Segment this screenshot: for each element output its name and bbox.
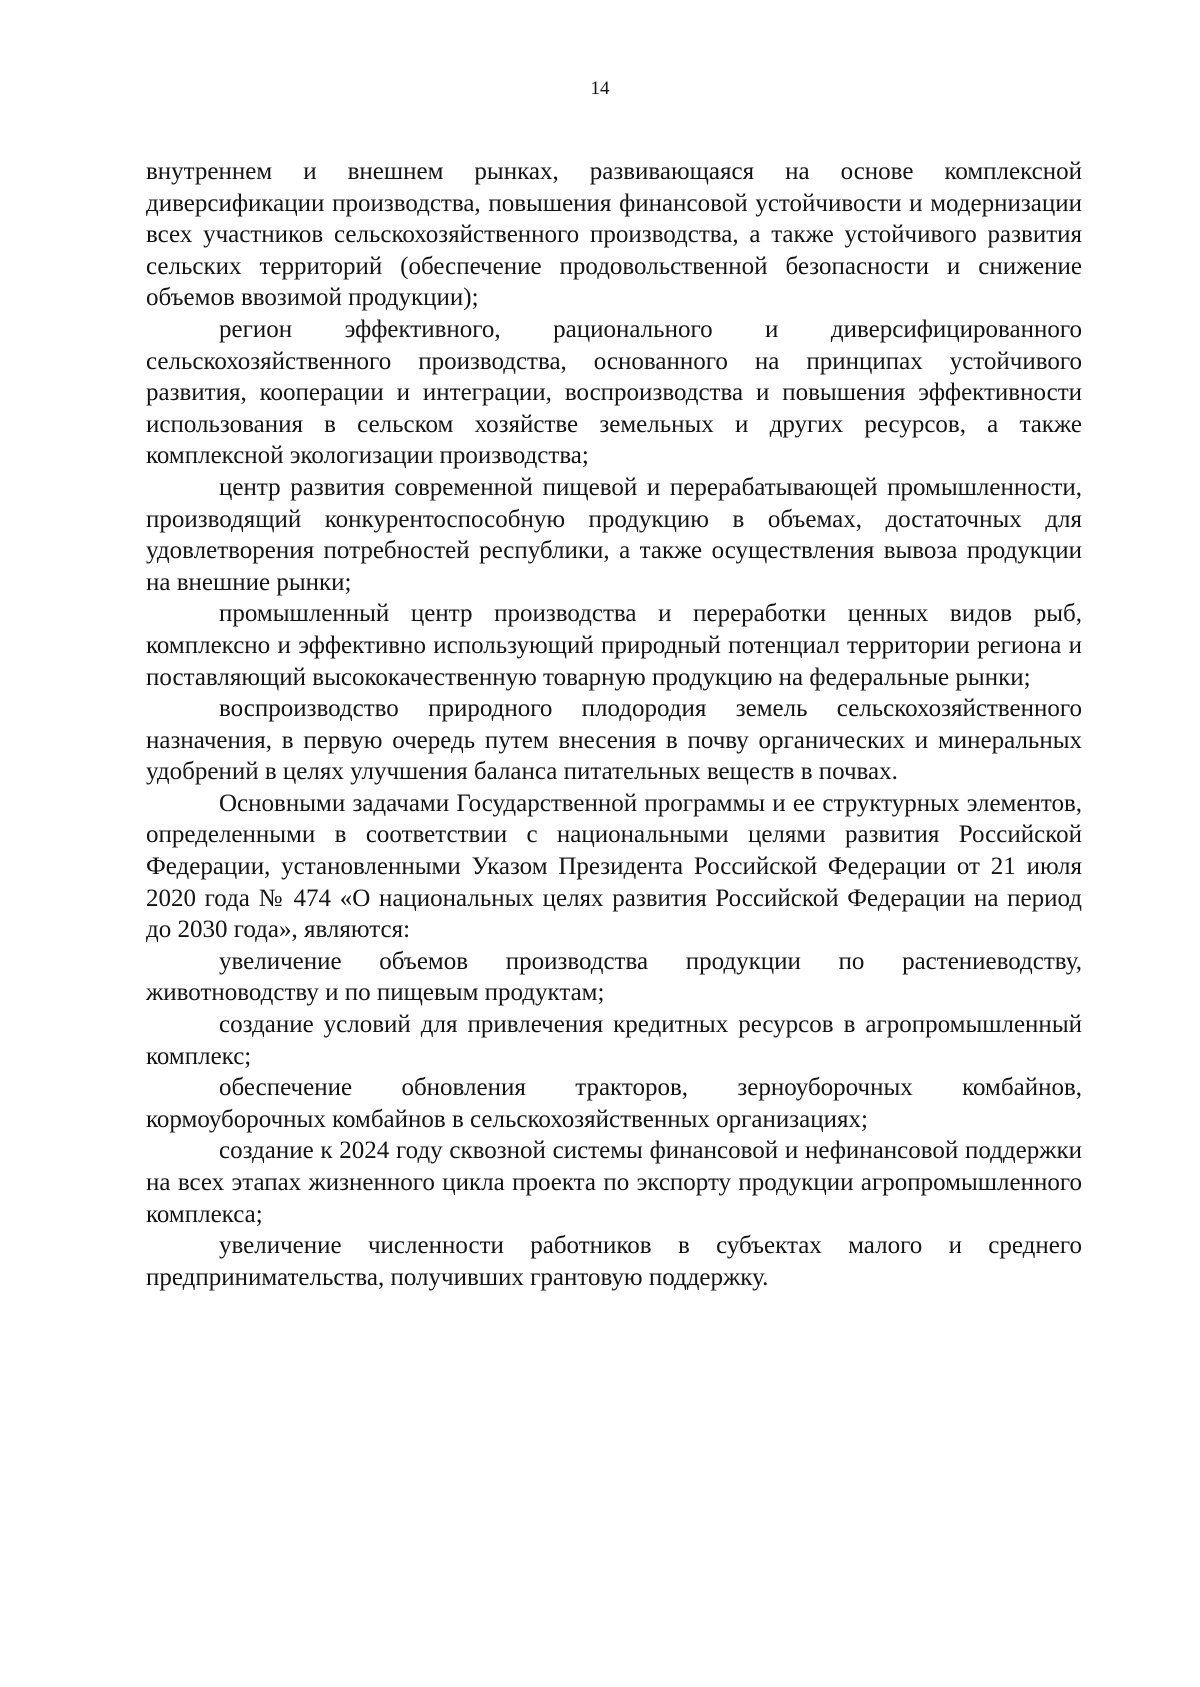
paragraph: увеличение объемов производства продукции по растениеводству, животноводству и по пищевым продуктам; [146, 947, 1082, 1007]
paragraph: создание к 2024 году сквозной системы финансовой и нефинансовой поддержки на всех этапах жизненного цикла проекта по экспорту продукции агропромышленного комплекса; [146, 1137, 1082, 1228]
paragraph: центр развития современной пищевой и перерабатывающей промышленности, производящий конкурентоспособную продукцию в объемах, достаточных для удовлетворения потребностей республики, а также осуществления вывоза продукции на внешние рынки; [146, 473, 1082, 596]
paragraph: регион эффективного, рационального и диверсифицированного сельскохозяйственного производства, основанного на принципах устойчивого развития, кооперации и интеграции, воспроизводства и повышения эффективности использования в сельском хозяйстве земельных и других ресурсов, а также комплексной экологизации производства; [146, 315, 1082, 470]
paragraph: увеличение численности работников в субъектах малого и среднего предпринимательства, получивших грантовую поддержку. [146, 1232, 1082, 1291]
page-number: 14 [590, 78, 610, 99]
document-body [146, 156, 1082, 1293]
paragraph: обеспечение обновления тракторов, зерноуборочных комбайнов, кормоуборочных комбайнов в сельскохозяйственных организациях; [146, 1074, 1082, 1133]
paragraph: промышленный центр производства и переработки ценных видов рыб, комплексно и эффективно использующий природный потенциал территории региона и поставляющий высококачественную товарную продукцию на федеральные рынки; [146, 600, 1082, 691]
paragraph: создание условий для привлечения кредитных ресурсов в агропромышленный комплекс; [146, 1011, 1082, 1070]
paragraph: воспроизводство природного плодородия земель сельскохозяйственного назначения, в первую очередь путем внесения в почву органических и минеральных удобрений в целях улучшения баланса питательных веществ в почвах. [146, 695, 1082, 786]
paragraph: Основными задачами Государственной программы и ее структурных элементов, определенными в соответствии с национальными целями развития Российской Федерации, установленными Указом Президента Российской Федерации от 21 июля 2020 года № 474 «О национальных целях развития Российской Федерации на период до 2030 года», являются: [146, 789, 1082, 944]
paragraph: внутреннем и внешнем рынках, развивающаяся на основе комплексной диверсификации производства, повышения финансовой устойчивости и модернизации всех участников сельскохозяйственного производства, а также устойчивого развития сельских территорий (обеспечение продовольственной безопасности и снижение объемов ввозимой продукции); [146, 158, 1082, 312]
